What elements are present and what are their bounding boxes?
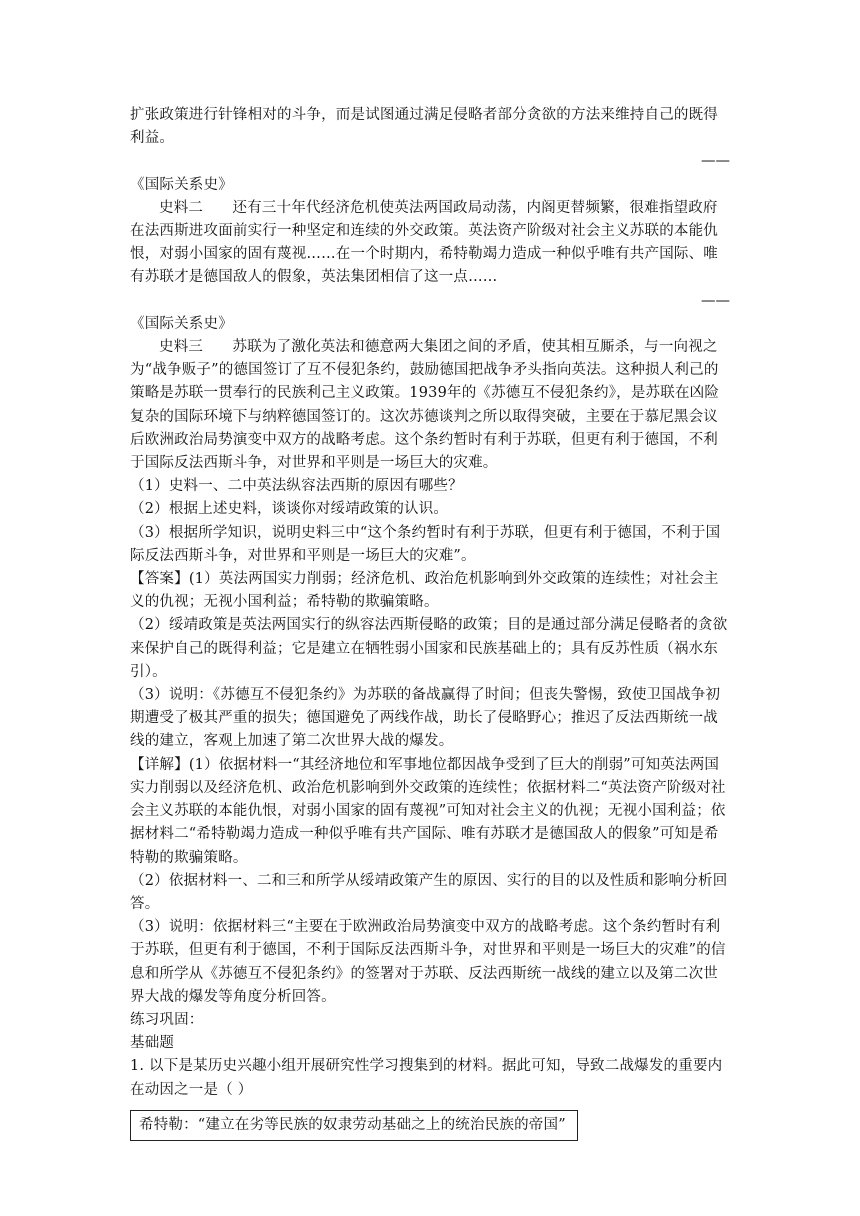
source-citation: 《国际关系史》: [130, 315, 233, 332]
explanation-tag: 【详解】: [130, 756, 189, 773]
material-two-text: 还有三十年代经济危机使英法两国政局动荡，内阁更替频繁，很难指望政府在法西斯进攻面前实行一种坚定和连续的外交政策。英法资产阶级对社会主义苏联的本能仇恨，对弱小国家的固有蔑视……在一个时期内，希特勒竭力造成一种似乎唯有共产国际、唯有苏联才是德国敌人的假象，英法集团相信了这一点……: [130, 199, 718, 286]
material-three-label: 史料三: [159, 339, 204, 356]
material-three: [130, 336, 730, 475]
question-1: （1）史料一、二中英法纵容法西斯的原因有哪些？: [130, 478, 463, 495]
source-citation: 《国际关系史》: [130, 176, 233, 193]
explanation-1-text: (1）依据材料一“其经济地位和军事地位都因战争受到了巨大的削弱”可知英法两国实力削弱以及经济危机、政治危机影响到外交政策的连续性；依据材料二“英法资产阶级对社会主义苏联的本能仇恨，对弱小国家的固有蔑视”可知对社会主义的仇视；无视小国利益；依据材料二“希特勒竭力造成一种似乎唯有共产国际、唯有苏联才是德国敌人的假象”可知是希特勒的欺骗策略。: [130, 756, 726, 866]
explanation-3: （3）说明：依据材料三“主要在于欧洲政治局势演变中双方的战略考虑。这个条约暂时有利于苏联，但更有利于德国，不利于国际反法西斯斗争，对世界和平则是一场巨大的灾难”的信息和所学从《苏德互不侵犯条约》的签署对于苏联、反法西斯统一战线的建立以及第二次世界大战的爆发等角度分析回答。: [130, 919, 726, 1005]
explanation-2: （2）依据材料一、二和三和所学从绥靖政策产生的原因、实行的目的以及性质和影响分析回答。: [130, 872, 728, 912]
material-three-text: 苏联为了激化英法和德意两大集团之间的矛盾，使其相互厮杀，与一向视之为“战争贩子”的德国签订了互不侵犯条约，鼓励德国把战争矛头指向英法。这种损人利己的策略是苏联一贯奉行的民族利己主义政策。1939年的《苏德互不侵犯条约》，是苏联在凶险复杂的国际环境下与纳粹德国签订的。这次苏德谈判之所以取得突破，主要在于慕尼黑会议后欧洲政治局势演变中双方的战略考虑。这个条约暂时有利于苏联，但更有利于德国，不利于国际反法西斯斗争，对世界和平则是一场巨大的灾难。: [130, 339, 720, 472]
answer-tag: 【答案】: [130, 571, 189, 588]
question-3: （3）根据所学知识，说明史料三中“这个条约暂时有利于苏联，但更有利于德国，不利于国际反法西斯斗争，对世界和平则是一场巨大的灾难”。: [130, 524, 721, 564]
explanation-1: [130, 754, 730, 870]
practice-heading: 练习巩固：: [130, 1011, 204, 1028]
source-dash: ——: [701, 153, 730, 170]
quote-box: 希特勒：“建立在劣等民族的奴隶劳动基础之上的统治民族的帝国”: [130, 1110, 578, 1141]
answer-2: （2）绥靖政策是英法两国实行的纵容法西斯侵略的政策；目的是通过部分满足侵略者的贪欲来保护自己的既得利益；它是建立在牺牲弱小国家和民族基础上的；具有反苏性质（祸水东引）。: [130, 617, 728, 680]
paragraph-material-one-end: 扩张政策进行针锋相对的斗争，而是试图通过满足侵略者部分贪欲的方法来维持自己的既得利益。: [130, 107, 718, 147]
answer-3: （3）说明：《苏德互不侵犯条约》为苏联的备战赢得了时间；但丧失警惕，致使卫国战争初期遭受了极其严重的损失；德国避免了两线作战，助长了侵略野心；推迟了反法西斯统一战线的建立，客观上加速了第二次世界大战的爆发。: [130, 687, 721, 750]
question-2: （2）根据上述史料，谈谈你对绥靖政策的认识。: [130, 501, 449, 518]
answer-1-text: (1）英法两国实力削弱；经济危机、政治危机影响到外交政策的连续性；对社会主义的仇视；无视小国利益；希特勒的欺骗策略。: [130, 571, 719, 611]
source-dash: ——: [701, 292, 730, 309]
answer-1: [130, 568, 730, 614]
document-body: [130, 104, 730, 1141]
material-two: [130, 197, 730, 290]
practice-question-1: 1. 以下是某历史兴趣小组开展研究性学习搜集到的材料。据此可知，导致二战爆发的重要内在动因之一是（ ）: [130, 1058, 723, 1098]
basic-heading: 基础题: [130, 1035, 175, 1052]
material-two-label: 史料二: [159, 199, 204, 216]
